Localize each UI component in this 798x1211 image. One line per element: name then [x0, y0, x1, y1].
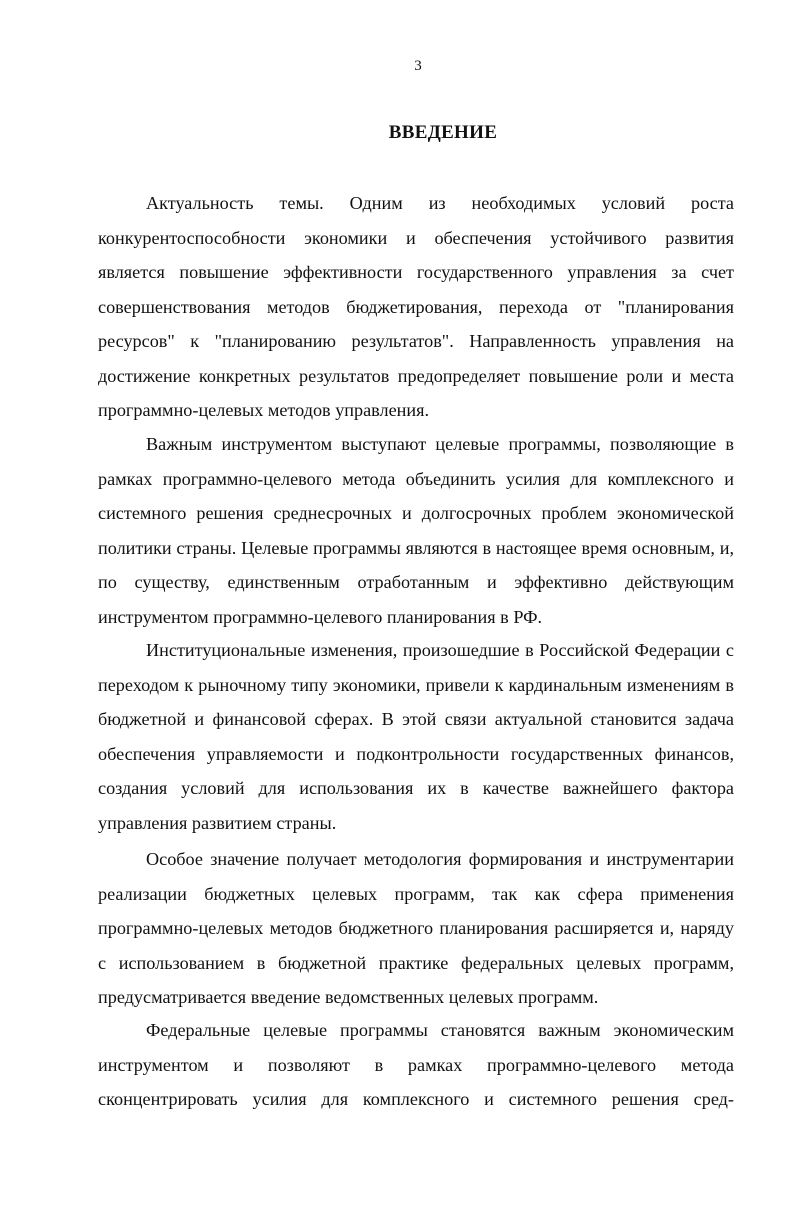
- paragraph-federal-programs: Федеральные целевые программы становятся важным экономическим инструментом и позволяют в рамках программно-целевого метода сконцентрировать усилия для комплексного и системного решения сред-: [98, 1020, 734, 1109]
- paragraph-relevance: Актуальность темы. Одним из необходимых условий роста конкурентоспособности экономики и обеспечения устойчивого развития является повышение эффективности государственного управления за счет совершенствования методов бюджетирования, перехода от "планирования ресурсов" к "планированию результатов". Направленность управления на достижение конкретных результатов предопределяет повышение роли и места программно-целевых методов управления.: [98, 193, 734, 420]
- paragraph-institutional-changes: Институциональные изменения, произошедшие в Российской Федерации с переходом к рыночному типу экономики, привели к кардинальным изменениям в бюджетной и финансовой сферах. В этой связи актуальной становится задача обеспечения управляемости и подконтрольности государственных финансов, создания условий для использования их в качестве важнейшего фактора управления развитием страны.: [98, 640, 734, 833]
- paragraph-target-programs: Важным инструментом выступают целевые программы, позволяющие в рамках программно-целевого метода объединить усилия для комплексного и системного решения среднесрочных и долгосрочных проблем экономической политики страны. Целевые программы являются в настоящее время основным, и, по существу, единственным отработанным и эффективно действующим инструментом программно-целевого планирования в РФ.: [98, 434, 734, 627]
- page-title: ВВЕДЕНИЕ: [388, 122, 498, 143]
- page-number: 3: [414, 58, 422, 74]
- paragraph-methodology: Особое значение получает методология формирования и инструментарии реализации бюджетных целевых программ, так как сфера применения программно-целевых методов бюджетного планирования расширяется и, наряду с использованием в бюджетной практике федеральных целевых программ, предусматривается введение ведомственных целевых программ.: [98, 849, 734, 1007]
